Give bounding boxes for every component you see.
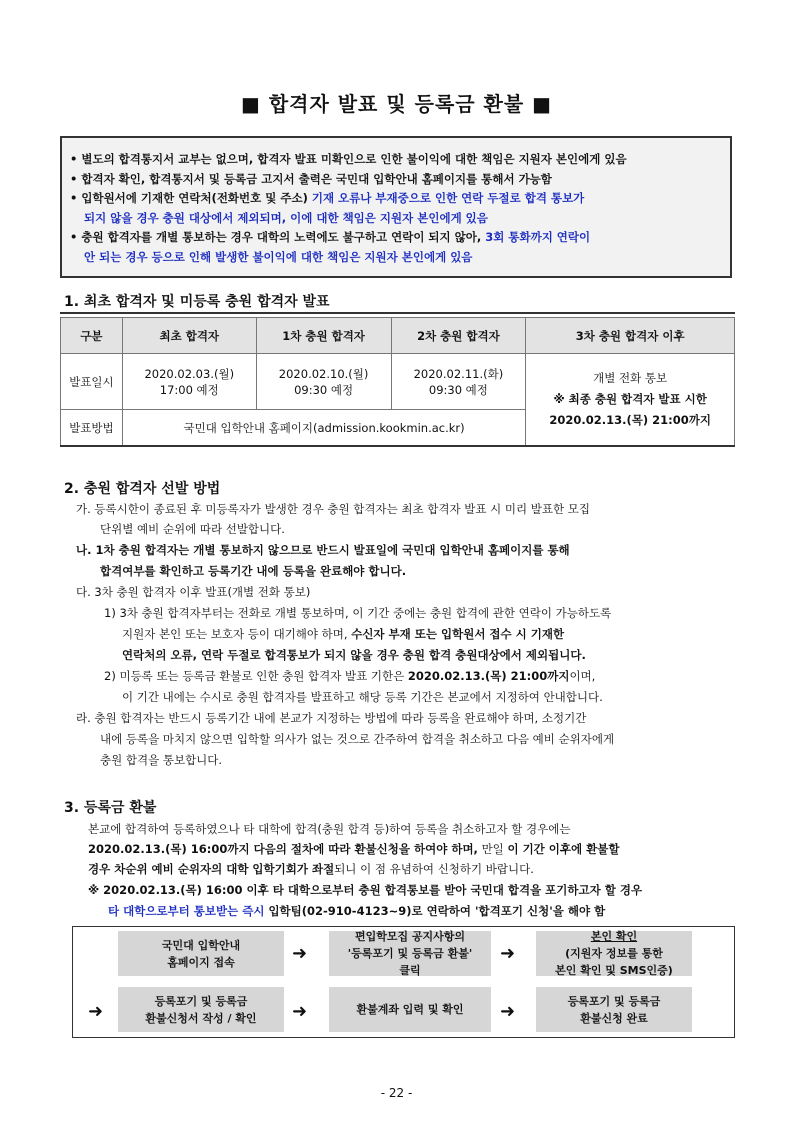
notice-item bbox=[70, 189, 722, 209]
flow-text: 클릭 bbox=[399, 964, 421, 977]
text: 만일 bbox=[477, 842, 508, 856]
text: 2) 미등록 또는 등록금 환불로 인한 충원 합격자 발표 기한은 bbox=[104, 669, 408, 683]
page-number: - 22 - bbox=[380, 1086, 413, 1100]
paragraph: 합격여부를 확인하고 등록기간 내에 등록을 완료해야 합니다. bbox=[100, 564, 407, 578]
time: 09:30 예정 bbox=[428, 382, 488, 397]
table-header: 2차 충원 합격자 bbox=[391, 318, 526, 354]
table-cell bbox=[122, 354, 256, 410]
date: 2020.02.03.(월) bbox=[144, 366, 235, 381]
paragraph: 본교에 합격하여 등록하였으나 타 대학에 합격(충원 합격 등)하여 등록을 취소하고자 할 경우에는 bbox=[88, 822, 571, 836]
notice-emphasis: 기재 오류나 부재중으로 인한 연락 두절로 합격 통보가 bbox=[311, 191, 585, 205]
paragraph: 다. 3차 충원 합격자 이후 발표(개별 전화 통보) bbox=[76, 585, 311, 599]
text-emphasis: 이 기간 이후에 환불할 bbox=[507, 842, 620, 856]
paragraph: 단위별 예비 순위에 따라 선발합니다. bbox=[100, 522, 285, 536]
text-emphasis: 2020.02.13.(목) 21:00까지 bbox=[407, 669, 570, 683]
flow-step-6 bbox=[536, 987, 692, 1032]
notice-item: 안 되는 경우 등으로 인해 발생한 불이익에 대한 책임은 지원자 본인에게 있음 bbox=[84, 249, 473, 264]
section-2-heading: 2. 충원 합격자 선발 방법 bbox=[64, 481, 221, 497]
paragraph: 내에 등록을 마치지 않으면 입학할 의사가 없는 것으로 간주하여 합격을 취소하고 다음 예비 순위자에게 bbox=[100, 732, 615, 746]
table-header: 구분 bbox=[61, 318, 123, 354]
paragraph bbox=[88, 840, 619, 859]
divider bbox=[60, 312, 735, 314]
section-1-heading: 1. 최초 합격자 및 미등록 충원 합격자 발표 bbox=[64, 294, 330, 310]
flow-text: 환불신청서 작성 / 확인 bbox=[145, 1011, 257, 1025]
text-emphasis: 2020.02.13.(목) 16:00까지 다음의 절차에 따라 환불신청을 하여야 하며, bbox=[88, 842, 478, 856]
flow-step-2 bbox=[329, 931, 491, 976]
paragraph bbox=[88, 860, 534, 879]
table-cell bbox=[526, 354, 735, 446]
arrow-right-icon: ➜ bbox=[500, 943, 516, 964]
flow-text: 등록포기 및 등록금 bbox=[154, 994, 248, 1008]
table-row bbox=[61, 354, 735, 410]
flow-step-5 bbox=[329, 987, 491, 1032]
text: 지원자 본인 또는 보호자 등이 대기해야 하며, bbox=[122, 627, 352, 641]
flow-text: 본인 확인 bbox=[590, 930, 638, 943]
arrow-right-icon: ➜ bbox=[500, 1001, 516, 1022]
divider bbox=[60, 445, 735, 447]
cell-text: 2020.02.13.(목) 21:00까지 bbox=[549, 413, 711, 427]
flow-text: 본인 확인 및 SMS인증) bbox=[555, 964, 673, 977]
row-label: 발표일시 bbox=[61, 354, 123, 410]
paragraph: 가. 등록시한이 종료된 후 미등록자가 발생한 경우 충원 합격자는 최초 합격자 발표 시 미리 발표한 모집 bbox=[76, 502, 590, 516]
paragraph bbox=[104, 667, 595, 686]
flow-text: 국민대 입학안내 bbox=[161, 938, 241, 952]
time: 09:30 예정 bbox=[294, 382, 354, 397]
cell-text: 개별 전화 통보 bbox=[593, 371, 668, 385]
announcement-table bbox=[60, 317, 735, 446]
flow-text: '등록포기 및 등록금 환불' bbox=[347, 947, 473, 960]
text: 입학팀(02-910-4123~9)로 연락하여 '합격포기 신청'을 해야 함 bbox=[264, 904, 606, 918]
notice-item: • 별도의 합격통지서 교부는 없으며, 합격자 발표 미확인으로 인한 불이익에 대한 책임은 지원자 본인에게 있음 bbox=[70, 152, 627, 166]
flow-text: 홈페이지 접속 bbox=[167, 955, 235, 969]
paragraph: 충원 합격을 통보합니다. bbox=[100, 753, 223, 767]
row-label: 발표방법 bbox=[61, 410, 123, 446]
text: 이며, bbox=[569, 669, 596, 683]
paragraph bbox=[122, 625, 564, 644]
table-header-row bbox=[61, 318, 735, 354]
time: 17:00 예정 bbox=[159, 382, 219, 397]
paragraph: ※ 2020.02.13.(목) 16:00 이후 타 대학으로부터 충원 합격통보를 받아 국민대 합격을 포기하고자 할 경우 bbox=[88, 883, 643, 897]
paragraph: 1) 3차 충원 합격자부터는 전화로 개별 통보하며, 이 기간 중에는 충원 합격에 관한 연락이 가능하도록 bbox=[104, 606, 612, 620]
section-3-heading: 3. 등록금 환불 bbox=[64, 800, 157, 816]
table-header: 최초 합격자 bbox=[122, 318, 256, 354]
flow-text: 환불계좌 입력 및 확인 bbox=[356, 1003, 464, 1016]
notice-text: • 입학원서에 기재한 연락처(전화번호 및 주소) bbox=[70, 191, 312, 205]
arrow-right-icon: ➜ bbox=[88, 1001, 104, 1022]
flow-step-1 bbox=[118, 931, 284, 976]
flow-text: 환불신청 완료 bbox=[580, 1011, 648, 1025]
arrow-right-icon: ➜ bbox=[292, 943, 308, 964]
flow-text: 편입학모집 공지사항의 bbox=[354, 930, 466, 943]
cell-text: ※ 최종 충원 합격자 발표 시한 bbox=[553, 392, 707, 406]
flow-step-4 bbox=[118, 987, 284, 1032]
date: 2020.02.11.(화) bbox=[413, 366, 504, 381]
flow-text: (지원자 정보를 통한 bbox=[565, 947, 663, 960]
paragraph: 나. 1차 충원 합격자는 개별 통보하지 않으므로 반드시 발표일에 국민대 입학안내 홈페이지를 통해 bbox=[76, 543, 570, 557]
text: 되니 이 점 유념하여 신청하기 바랍니다. bbox=[334, 862, 534, 876]
paragraph: 연락처의 오류, 연락 두절로 합격통보가 되지 않을 경우 충원 합격 충원대상에서 제외됩니다. bbox=[122, 648, 586, 662]
paragraph: 이 기간 내에는 수시로 충원 합격자를 발표하고 해당 등록 기간은 본교에서 지정하여 안내합니다. bbox=[122, 690, 603, 704]
notice-item: 되지 않을 경우 충원 대상에서 제외되며, 이에 대한 책임은 지원자 본인에게 있음 bbox=[84, 210, 488, 225]
notice-item: • 합격자 확인, 합격통지서 및 등록금 고지서 출력은 국민대 입학안내 홈페이지를 통해서 가능함 bbox=[70, 171, 552, 186]
table-header: 1차 충원 합격자 bbox=[256, 318, 391, 354]
flow-text: 등록포기 및 등록금 bbox=[567, 994, 661, 1008]
date: 2020.02.10.(월) bbox=[278, 366, 369, 381]
notice-emphasis: 3회 통화까지 연락이 bbox=[485, 230, 591, 244]
table-cell: 국민대 입학안내 홈페이지(admission.kookmin.ac.kr) bbox=[122, 410, 525, 446]
table-header: 3차 충원 합격자 이후 bbox=[526, 318, 735, 354]
text-emphasis: 수신자 부재 또는 입학원서 접수 시 기재한 bbox=[351, 627, 565, 641]
notice-item bbox=[70, 228, 722, 248]
flow-step-3 bbox=[536, 931, 692, 976]
text-emphasis: 타 대학으로부터 통보받는 즉시 bbox=[108, 904, 265, 918]
notice-text: • 충원 합격자를 개별 통보하는 경우 대학의 노력에도 불구하고 연락이 되지 않아, bbox=[70, 230, 486, 244]
paragraph bbox=[108, 902, 605, 921]
page-title: ■ 합격자 발표 및 등록금 환불 ■ bbox=[240, 92, 553, 116]
table-cell bbox=[256, 354, 391, 410]
paragraph: 라. 충원 합격자는 반드시 등록기간 내에 본교가 지정하는 방법에 따라 등록을 완료해야 하며, 소정기간 bbox=[76, 711, 587, 725]
arrow-right-icon: ➜ bbox=[292, 1001, 308, 1022]
notice-box bbox=[60, 136, 732, 278]
table-cell bbox=[391, 354, 526, 410]
text-emphasis: 경우 차순위 예비 순위자의 대학 입학기회가 좌절 bbox=[88, 862, 335, 876]
